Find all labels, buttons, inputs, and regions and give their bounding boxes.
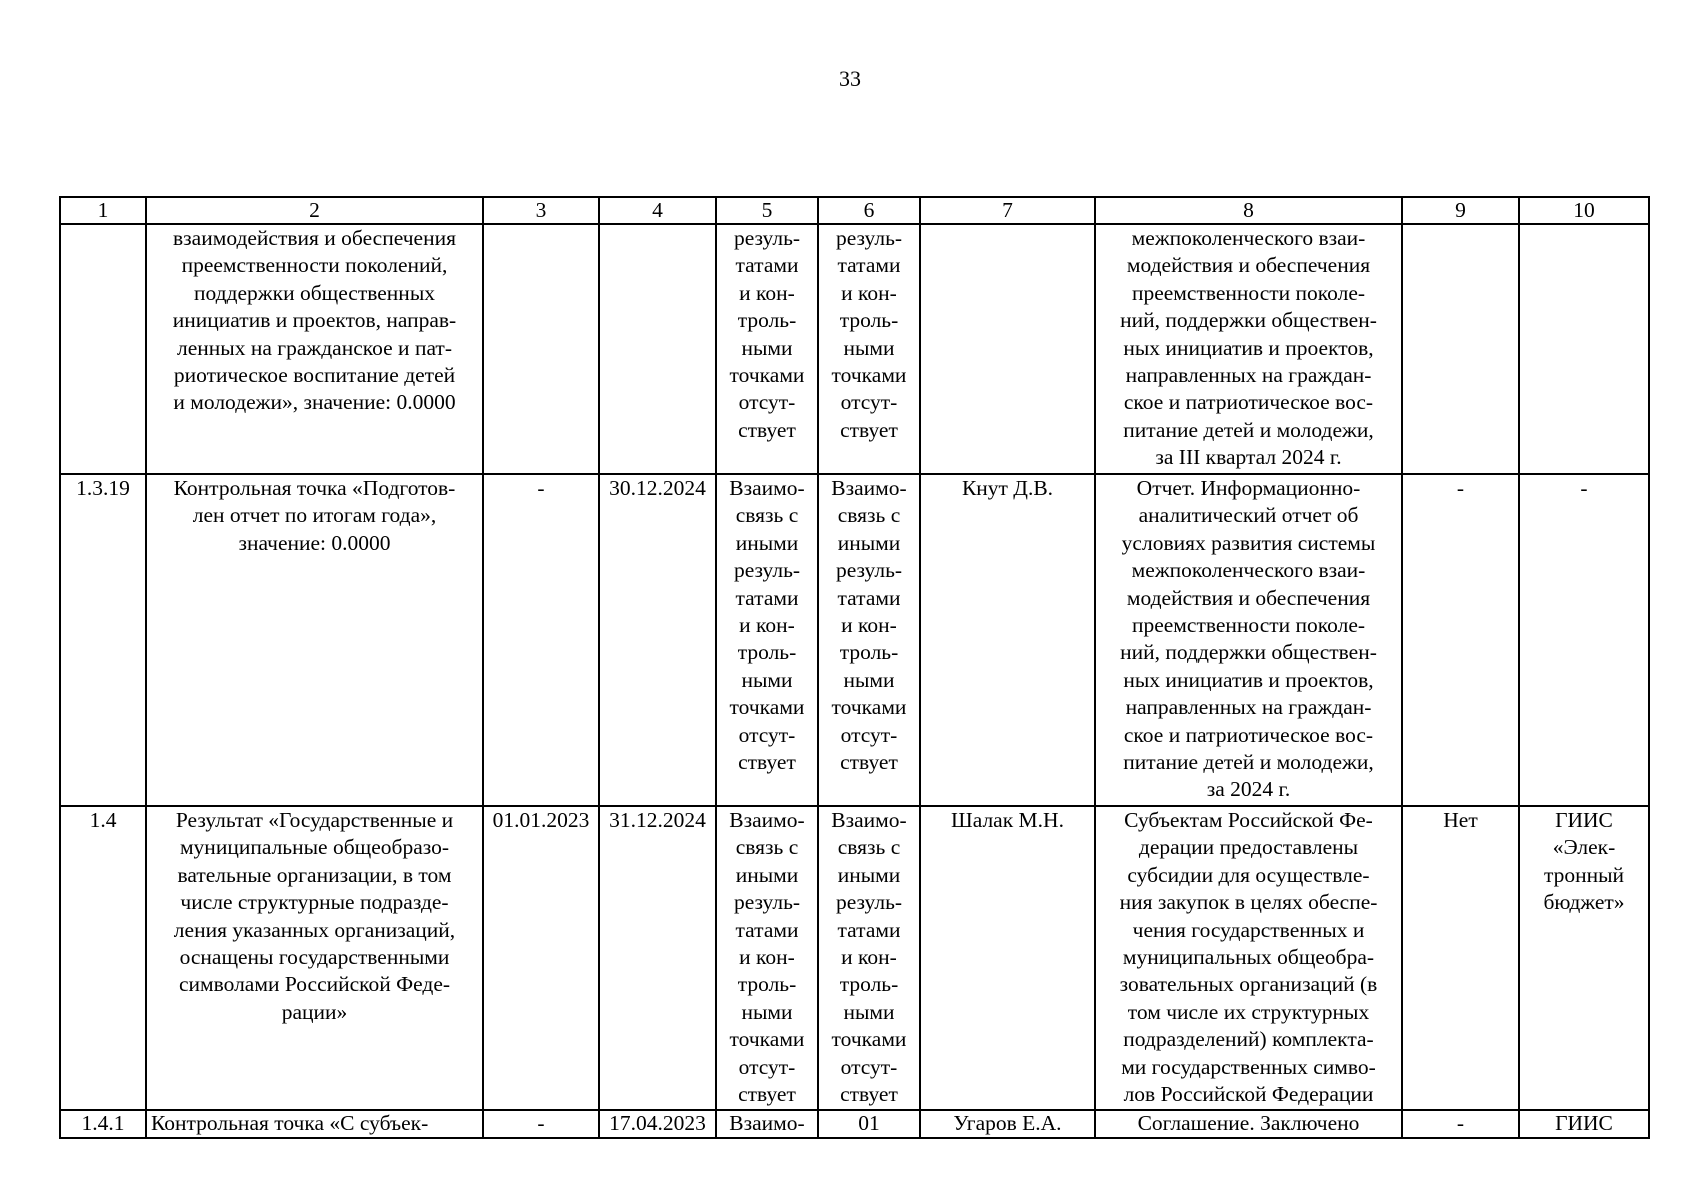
text-line: Отчет. Информационно-: [1136, 476, 1361, 500]
text-line: ных инициатив и проектов,: [1123, 335, 1374, 360]
item-number: [60, 224, 146, 474]
text-line: Взаимо-: [831, 808, 907, 832]
text-line: ское и патриотическое вос-: [1123, 722, 1374, 747]
text-line: ления указанных организаций,: [173, 917, 456, 942]
text-line: зовательных организаций (в: [1119, 972, 1378, 997]
text-line: ными: [741, 999, 793, 1024]
table-row: [60, 224, 1649, 474]
text-line: ными: [741, 667, 793, 692]
text-line: ными: [741, 335, 793, 360]
text-line: иными: [735, 530, 799, 555]
end-date: [599, 224, 716, 474]
text-line: и молодежи», значение: 0.0000: [173, 390, 456, 415]
text-line: отсут-: [738, 390, 796, 415]
relation-cell: [818, 224, 920, 474]
text-line: муниципальные общеобразо-: [179, 835, 450, 860]
text-line: ми государственных симво-: [1121, 1054, 1376, 1079]
text-line: оснащены государственными: [179, 945, 450, 970]
flag-cell: [1402, 224, 1519, 474]
text-line: точками: [729, 363, 805, 388]
text-line: направленных на граждан-: [1125, 363, 1372, 388]
column-number: 1: [60, 197, 146, 224]
relation-cell: [818, 474, 920, 806]
end-date: 17.04.2023: [599, 1110, 716, 1138]
text-line: ными: [843, 335, 895, 360]
text-line: резуль-: [835, 890, 903, 915]
text-line: отсут-: [738, 1054, 796, 1079]
text-line: и кон-: [841, 945, 897, 970]
column-number: 9: [1402, 197, 1519, 224]
responsible-person: Кнут Д.В.: [920, 474, 1095, 806]
text-line: Взаимо-: [831, 476, 907, 500]
text-line: преемственности поколе-: [1131, 280, 1366, 305]
text-line: ствует: [738, 750, 796, 775]
item-description: [146, 474, 483, 806]
text-line: межпоколенческого взаи-: [1131, 558, 1366, 583]
result-description: Соглашение. Заключено: [1095, 1110, 1402, 1138]
flag-cell: -: [1402, 474, 1519, 806]
text-line: преемственности поколений,: [181, 253, 448, 278]
text-line: модействия и обеспечения: [1126, 585, 1371, 610]
text-line: преемственности поколе-: [1131, 613, 1366, 638]
table-row: [60, 1110, 1649, 1138]
text-line: точками: [831, 695, 907, 720]
text-line: ний, поддержки обществен-: [1120, 308, 1377, 333]
text-line: ний, поддержки обществен-: [1120, 640, 1377, 665]
text-line: Результат «Государственные и: [175, 808, 454, 832]
text-line: резуль-: [733, 226, 801, 250]
text-line: троль-: [839, 640, 899, 665]
column-number-row: [60, 197, 1649, 224]
text-line: направленных на граждан-: [1125, 695, 1372, 720]
text-line: ствует: [840, 417, 898, 442]
text-line: точками: [729, 695, 805, 720]
responsible-person: Угаров Е.А.: [920, 1110, 1095, 1138]
text-line: троль-: [839, 308, 899, 333]
column-number: 5: [716, 197, 818, 224]
flag-cell: -: [1402, 1110, 1519, 1138]
text-line: бюджет»: [1543, 890, 1625, 915]
start-date: 01.01.2023: [483, 806, 599, 1110]
text-line: иными: [837, 530, 901, 555]
text-line: чения государственных и: [1132, 917, 1365, 942]
text-line: и кон-: [739, 613, 795, 638]
table-row: [60, 474, 1649, 806]
flag-cell: Нет: [1402, 806, 1519, 1110]
column-number: 3: [483, 197, 599, 224]
text-line: резуль-: [835, 226, 903, 250]
text-line: инициатив и проектов, направ-: [172, 308, 457, 333]
responsible-person: [920, 224, 1095, 474]
text-line: ленных на гражданское и пат-: [177, 335, 452, 360]
text-line: и кон-: [841, 613, 897, 638]
system-cell: -: [1519, 474, 1649, 806]
text-line: аналитический отчет об: [1138, 503, 1359, 528]
text-line: за 2024 г.: [1206, 777, 1291, 802]
text-line: Субъектам Российской Фе-: [1124, 808, 1373, 832]
system-cell: [1519, 806, 1649, 1110]
text-line: тронный: [1543, 862, 1625, 887]
text-line: татами: [837, 253, 901, 278]
text-line: троль-: [737, 308, 797, 333]
text-line: дерации предоставлены: [1138, 835, 1359, 860]
text-line: питание детей и молодежи,: [1123, 750, 1374, 775]
text-line: связь с: [837, 835, 901, 860]
text-line: ствует: [738, 417, 796, 442]
text-line: ствует: [738, 1082, 796, 1107]
item-description: [146, 806, 483, 1110]
text-line: татами: [837, 917, 901, 942]
item-number: 1.4: [60, 806, 146, 1110]
start-date: [483, 224, 599, 474]
text-line: модействия и обеспечения: [1126, 253, 1371, 278]
text-line: троль-: [737, 640, 797, 665]
table-row: [60, 806, 1649, 1110]
text-line: ными: [843, 667, 895, 692]
text-line: межпоколенческого взаи-: [1131, 226, 1366, 250]
responsible-person: Шалак М.Н.: [920, 806, 1095, 1110]
text-line: отсут-: [840, 722, 898, 747]
page-number: 33: [839, 66, 861, 91]
column-number: 10: [1519, 197, 1649, 224]
result-description: [1095, 806, 1402, 1110]
start-date: -: [483, 1110, 599, 1138]
text-line: поддержки общественных: [193, 280, 436, 305]
text-line: лов Российской Федерации: [1123, 1082, 1374, 1107]
text-line: и кон-: [739, 280, 795, 305]
text-line: том числе их структурных: [1127, 999, 1370, 1024]
column-number: 2: [146, 197, 483, 224]
text-line: троль-: [839, 972, 899, 997]
text-line: ствует: [840, 1082, 898, 1107]
text-line: ния закупок в целях обеспе-: [1119, 890, 1378, 915]
item-description: Контрольная точка «С субъек-: [146, 1110, 483, 1138]
text-line: резуль-: [733, 890, 801, 915]
text-line: точками: [831, 1027, 907, 1052]
text-line: резуль-: [733, 558, 801, 583]
text-line: и кон-: [841, 280, 897, 305]
text-line: Контрольная точка «Подготов-: [173, 476, 456, 500]
result-description: [1095, 474, 1402, 806]
text-line: муниципальных общеобра-: [1122, 945, 1375, 970]
text-line: ными: [843, 999, 895, 1024]
text-line: иными: [837, 862, 901, 887]
text-line: отсут-: [840, 1054, 898, 1079]
relation-cell: Взаимо-: [716, 1110, 818, 1138]
text-line: лен отчет по итогам года»,: [192, 503, 437, 528]
text-line: риотическое воспитание детей: [173, 363, 456, 388]
result-description: [1095, 224, 1402, 474]
text-line: субсидии для осуществле-: [1127, 862, 1370, 887]
text-line: взаимодействия и обеспечения: [173, 226, 456, 250]
text-line: отсут-: [840, 390, 898, 415]
text-line: и кон-: [739, 945, 795, 970]
item-number: 1.4.1: [60, 1110, 146, 1138]
text-line: рации»: [281, 999, 348, 1024]
relation-cell: [716, 806, 818, 1110]
system-cell: [1519, 224, 1649, 474]
column-number: 7: [920, 197, 1095, 224]
column-number: 6: [818, 197, 920, 224]
text-line: числе структурные подразде-: [180, 890, 449, 915]
item-description: [146, 224, 483, 474]
relation-cell: [716, 224, 818, 474]
text-line: ГИИС: [1555, 808, 1613, 832]
text-line: резуль-: [835, 558, 903, 583]
text-line: татами: [735, 917, 799, 942]
system-cell: ГИИС: [1519, 1110, 1649, 1138]
relation-cell: 01: [818, 1110, 920, 1138]
end-date: 30.12.2024: [599, 474, 716, 806]
text-line: связь с: [735, 835, 799, 860]
text-line: символами Российской Феде-: [178, 972, 451, 997]
text-line: точками: [831, 363, 907, 388]
text-line: связь с: [735, 503, 799, 528]
text-line: подразделений) комплекта-: [1123, 1027, 1374, 1052]
relation-cell: [716, 474, 818, 806]
text-line: татами: [837, 585, 901, 610]
text-line: Взаимо-: [729, 808, 805, 832]
text-line: Взаимо-: [729, 476, 805, 500]
text-line: отсут-: [738, 722, 796, 747]
text-line: ствует: [840, 750, 898, 775]
text-line: ское и патриотическое вос-: [1123, 390, 1374, 415]
text-line: ных инициатив и проектов,: [1123, 667, 1374, 692]
end-date: 31.12.2024: [599, 806, 716, 1110]
text-line: значение: 0.0000: [238, 530, 391, 555]
text-line: связь с: [837, 503, 901, 528]
plan-table: [59, 196, 1650, 1139]
text-line: условиях развития системы: [1121, 530, 1376, 555]
text-line: татами: [735, 253, 799, 278]
text-line: татами: [735, 585, 799, 610]
column-number: 8: [1095, 197, 1402, 224]
text-line: «Элек-: [1552, 835, 1616, 860]
start-date: -: [483, 474, 599, 806]
text-line: за III квартал 2024 г.: [1155, 445, 1342, 470]
text-line: троль-: [737, 972, 797, 997]
column-number: 4: [599, 197, 716, 224]
text-line: точками: [729, 1027, 805, 1052]
item-number: 1.3.19: [60, 474, 146, 806]
relation-cell: [818, 806, 920, 1110]
text-line: иными: [735, 862, 799, 887]
text-line: вательные организации, в том: [177, 862, 452, 887]
text-line: питание детей и молодежи,: [1123, 417, 1374, 442]
